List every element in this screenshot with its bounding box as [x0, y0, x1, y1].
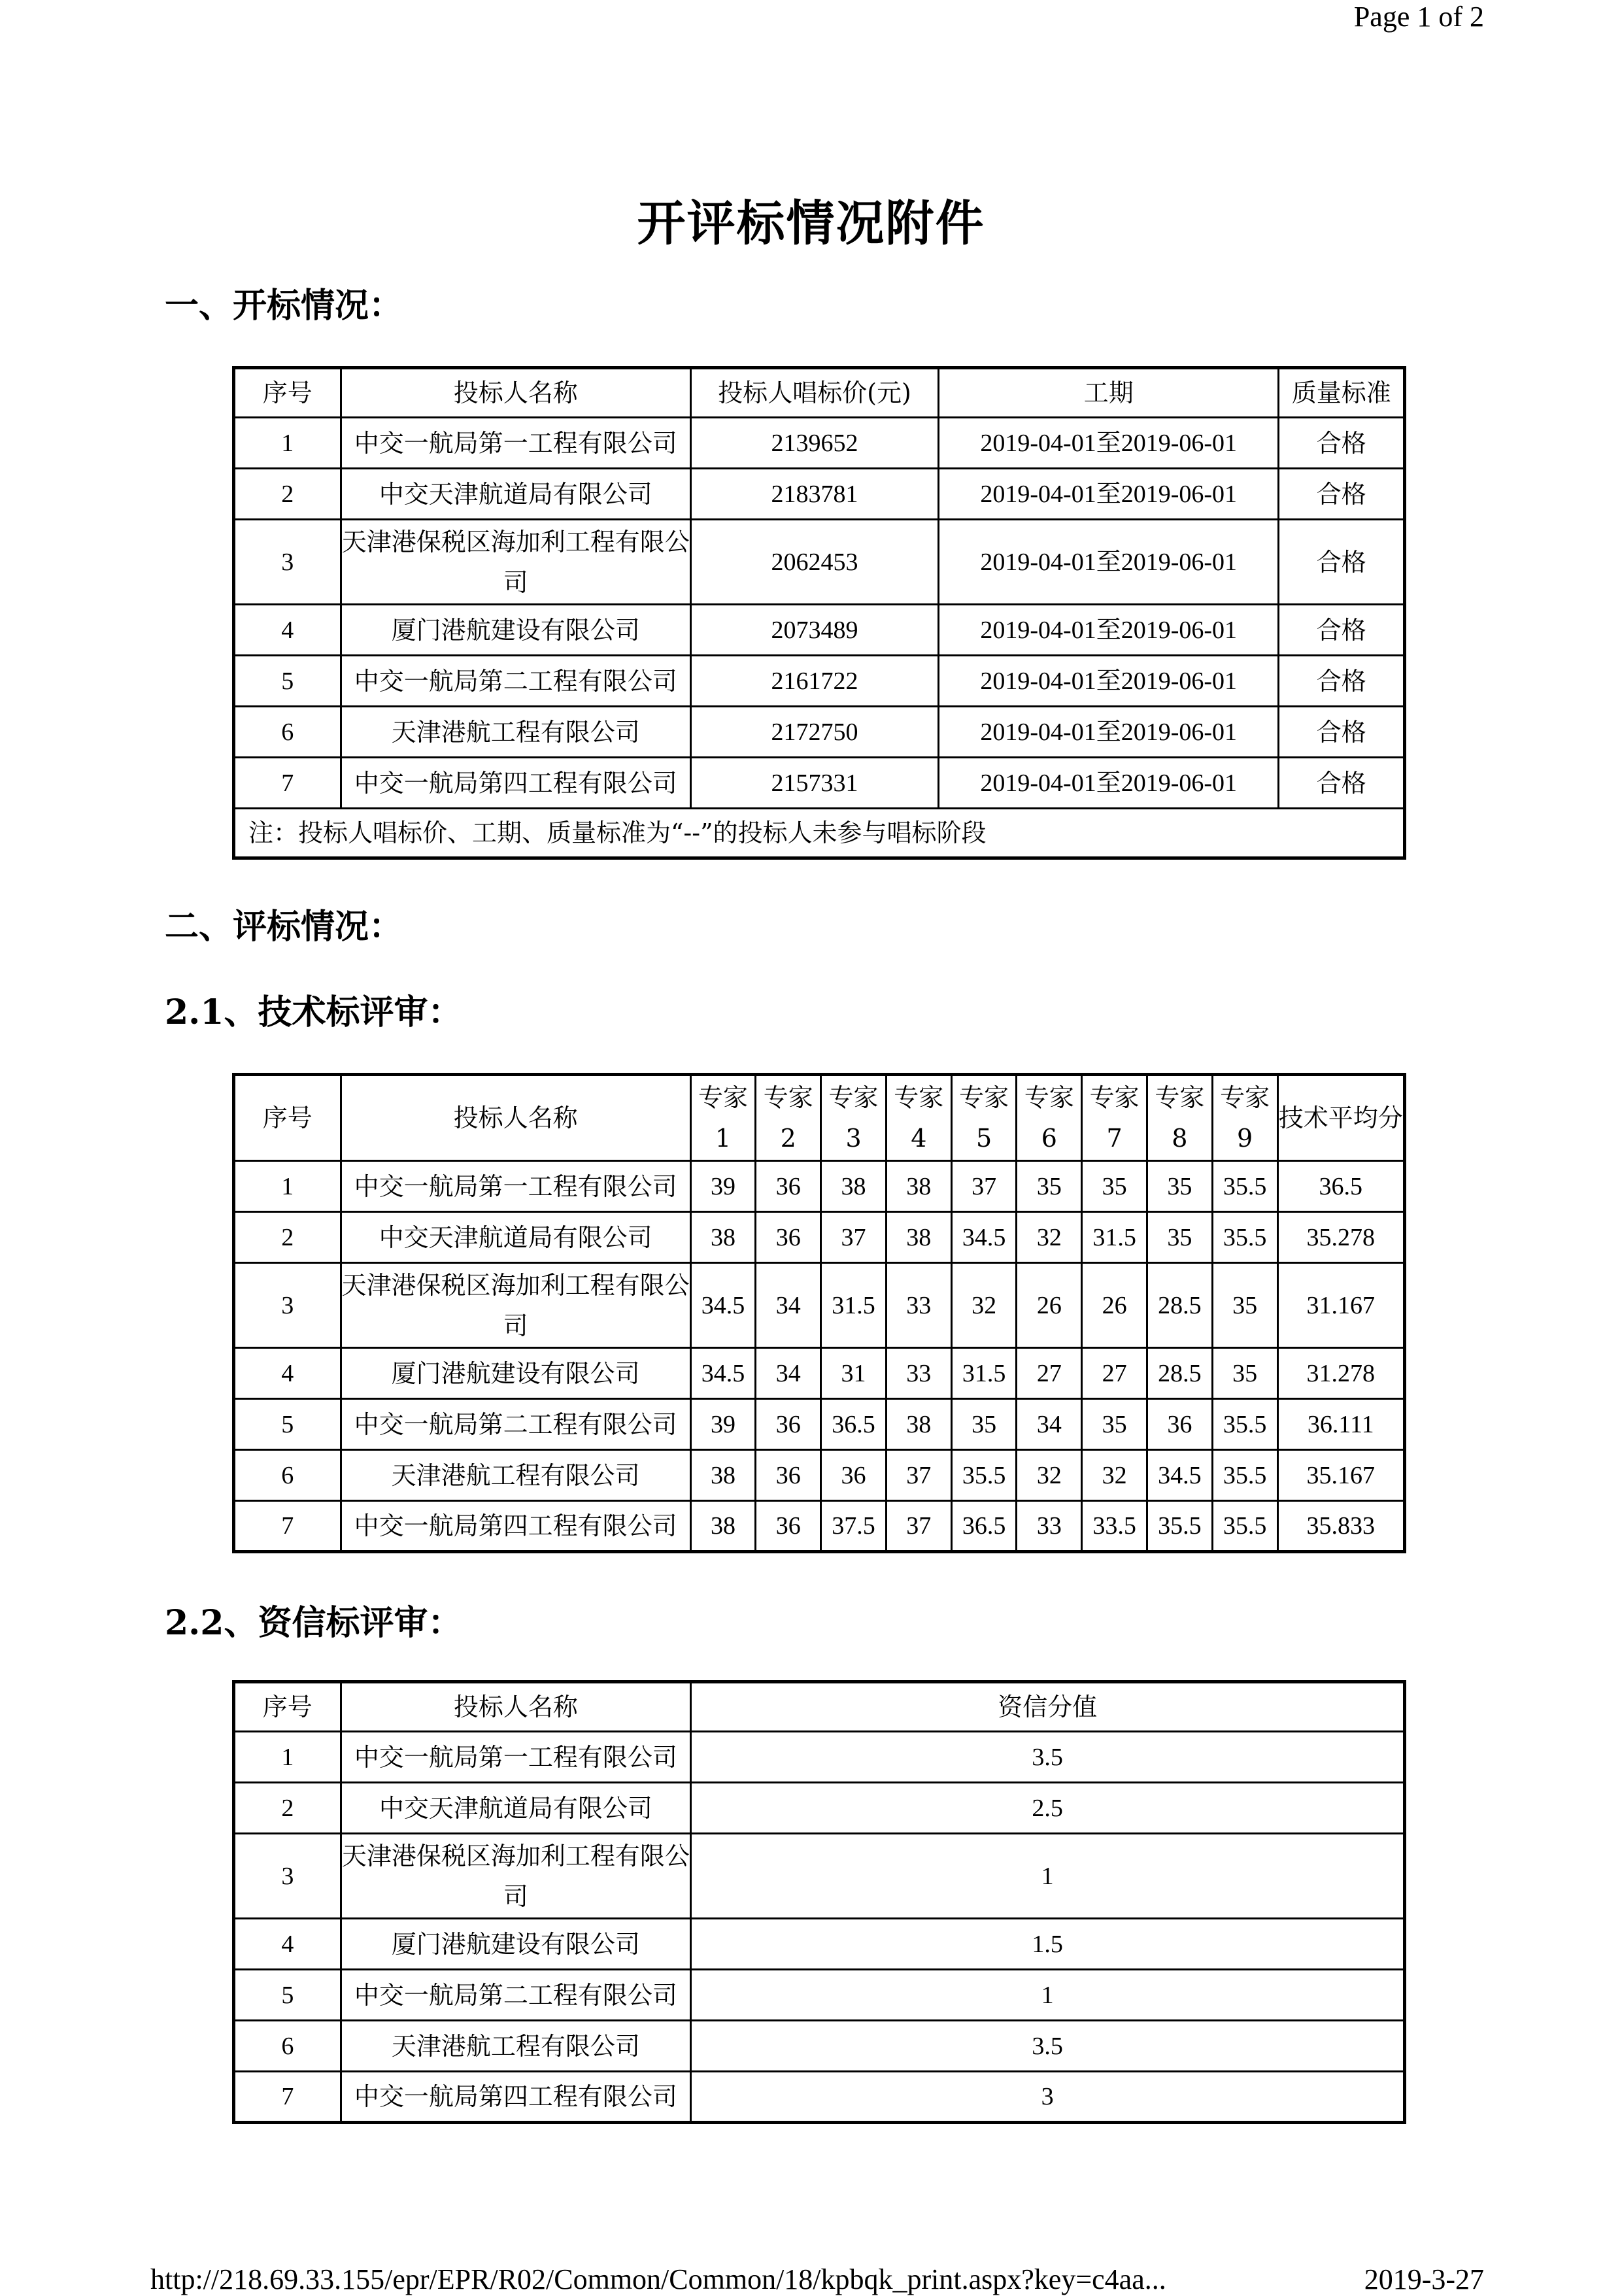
cell-expert-score: 36: [821, 1450, 887, 1501]
cell-bidder: 厦门港航建设有限公司: [341, 605, 690, 656]
cell-expert-score: 36: [756, 1212, 821, 1263]
cell-quality: 合格: [1279, 707, 1405, 758]
cell-index: 4: [234, 1348, 341, 1399]
cell-expert-score: 31: [821, 1348, 887, 1399]
cell-expert-score: 34.5: [951, 1212, 1017, 1263]
cell-expert-score: 38: [690, 1450, 756, 1501]
page-title: 开评标情况附件: [637, 195, 985, 252]
table-row: [234, 1783, 1405, 1834]
cell-index: 3: [234, 1834, 341, 1919]
cell-expert-score: 38: [886, 1399, 951, 1450]
cell-index: 5: [234, 656, 341, 707]
cell-bidder: 中交天津航道局有限公司: [341, 469, 690, 520]
note-row: [234, 809, 1405, 858]
cell-bidder: 天津港航工程有限公司: [341, 707, 690, 758]
cell-expert-score: 34: [756, 1263, 821, 1348]
col-header-expert-7: 专家7: [1082, 1075, 1147, 1161]
cell-expert-score: 32: [1017, 1212, 1082, 1263]
cell-expert-score: 35: [1082, 1161, 1147, 1212]
cell-bidder: 中交一航局第一工程有限公司: [341, 1161, 690, 1212]
cell-bid-price: 2073489: [691, 605, 939, 656]
table-row: [234, 1501, 1405, 1552]
col-header-expert-2: 专家2: [756, 1075, 821, 1161]
cell-expert-score: 33: [1017, 1501, 1082, 1552]
col-header-period: 工期: [939, 368, 1279, 418]
cell-expert-score: 34.5: [690, 1348, 756, 1399]
cell-expert-score: 31.5: [951, 1348, 1017, 1399]
cell-bidder: 中交天津航道局有限公司: [341, 1783, 691, 1834]
footer-url: http://218.69.33.155/epr/EPR/R02/Common/Common/18/kpbqk_print.aspx?key=c4aa...: [150, 2263, 1166, 2295]
cell-expert-score: 36: [1147, 1399, 1212, 1450]
cell-expert-score: 26: [1017, 1263, 1082, 1348]
cell-expert-score: 35: [1147, 1161, 1212, 1212]
cell-credit-score: 3: [691, 2072, 1405, 2123]
cell-index: 5: [234, 1399, 341, 1450]
cell-index: 6: [234, 1450, 341, 1501]
col-header-expert-1: 专家1: [690, 1075, 756, 1161]
col-header-quality: 质量标准: [1279, 368, 1405, 418]
col-header-bidder: 投标人名称: [341, 368, 690, 418]
cell-bidder: 中交一航局第四工程有限公司: [341, 2072, 691, 2123]
table-row: [234, 1919, 1405, 1970]
cell-quality: 合格: [1279, 520, 1405, 605]
cell-expert-score: 35: [1212, 1348, 1277, 1399]
table-row: [234, 520, 1405, 605]
cell-index: 7: [234, 758, 341, 809]
table-row: [234, 656, 1405, 707]
cell-quality: 合格: [1279, 758, 1405, 809]
table-row: [234, 1348, 1405, 1399]
cell-index: 4: [234, 1919, 341, 1970]
cell-expert-score: 35: [1017, 1161, 1082, 1212]
cell-bidder: 中交天津航道局有限公司: [341, 1212, 690, 1263]
table-row: [234, 1970, 1405, 2021]
col-header-tech-average: 技术平均分: [1277, 1075, 1404, 1161]
cell-expert-score: 37: [886, 1450, 951, 1501]
cell-bidder: 天津港航工程有限公司: [341, 2021, 691, 2072]
credit-review-table: [232, 1680, 1406, 2124]
cell-credit-score: 1: [691, 1834, 1405, 1919]
cell-index: 7: [234, 2072, 341, 2123]
section-heading-credit: 2.2、资信标评审：: [165, 1603, 462, 1643]
cell-bidder: 中交一航局第一工程有限公司: [341, 418, 690, 469]
cell-index: 6: [234, 707, 341, 758]
cell-expert-score: 38: [821, 1161, 887, 1212]
table-note: 注：投标人唱标价、工期、质量标准为“--”的投标人未参与唱标阶段: [234, 809, 1405, 858]
cell-expert-score: 35.5: [1212, 1450, 1277, 1501]
cell-tech-average: 35.278: [1277, 1212, 1404, 1263]
cell-expert-score: 35: [1147, 1212, 1212, 1263]
cell-tech-average: 36.5: [1277, 1161, 1404, 1212]
cell-index: 3: [234, 1263, 341, 1348]
page-indicator: Page 1 of 2: [1353, 1, 1484, 33]
cell-bidder: 中交一航局第一工程有限公司: [341, 1732, 691, 1783]
cell-credit-score: 3.5: [691, 2021, 1405, 2072]
cell-expert-score: 37: [821, 1212, 887, 1263]
section-heading-evaluation: 二、评标情况：: [165, 907, 403, 947]
cell-expert-score: 35.5: [1147, 1501, 1212, 1552]
cell-bidder: 中交一航局第二工程有限公司: [341, 1399, 690, 1450]
table-row: [234, 1732, 1405, 1783]
table-row: [234, 1212, 1405, 1263]
col-header-index: 序号: [234, 368, 341, 418]
cell-period: 2019-04-01至2019-06-01: [939, 707, 1279, 758]
col-header-index: 序号: [234, 1682, 341, 1732]
col-header-credit-score: 资信分值: [691, 1682, 1405, 1732]
cell-index: 2: [234, 1783, 341, 1834]
cell-bidder: 中交一航局第四工程有限公司: [341, 1501, 690, 1552]
cell-expert-score: 37.5: [821, 1501, 887, 1552]
cell-expert-score: 31.5: [821, 1263, 887, 1348]
table-header-row: [234, 1075, 1405, 1161]
col-header-expert-5: 专家5: [951, 1075, 1017, 1161]
table-row: [234, 469, 1405, 520]
cell-expert-score: 39: [690, 1399, 756, 1450]
cell-expert-score: 34: [756, 1348, 821, 1399]
cell-expert-score: 28.5: [1147, 1263, 1212, 1348]
cell-expert-score: 37: [886, 1501, 951, 1552]
cell-expert-score: 32: [1017, 1450, 1082, 1501]
cell-expert-score: 36: [756, 1399, 821, 1450]
cell-index: 2: [234, 469, 341, 520]
cell-expert-score: 38: [886, 1212, 951, 1263]
cell-bid-price: 2183781: [691, 469, 939, 520]
cell-expert-score: 27: [1017, 1348, 1082, 1399]
cell-expert-score: 36: [756, 1161, 821, 1212]
section-heading-bid-opening: 一、开标情况：: [165, 286, 403, 326]
table-row: [234, 1263, 1405, 1348]
cell-bidder: 中交一航局第二工程有限公司: [341, 1970, 691, 2021]
cell-index: 2: [234, 1212, 341, 1263]
cell-bidder: 天津港航工程有限公司: [341, 1450, 690, 1501]
cell-index: 1: [234, 418, 341, 469]
cell-index: 4: [234, 605, 341, 656]
cell-quality: 合格: [1279, 469, 1405, 520]
cell-bidder: 天津港保税区海加利工程有限公司: [341, 520, 690, 605]
cell-expert-score: 35: [951, 1399, 1017, 1450]
cell-expert-score: 36.5: [951, 1501, 1017, 1552]
cell-expert-score: 35.5: [1212, 1501, 1277, 1552]
table-row: [234, 2072, 1405, 2123]
cell-bid-price: 2161722: [691, 656, 939, 707]
cell-expert-score: 34.5: [690, 1263, 756, 1348]
cell-expert-score: 38: [690, 1212, 756, 1263]
table-row: [234, 1399, 1405, 1450]
cell-period: 2019-04-01至2019-06-01: [939, 656, 1279, 707]
cell-bidder: 中交一航局第四工程有限公司: [341, 758, 690, 809]
table-row: [234, 605, 1405, 656]
cell-bid-price: 2172750: [691, 707, 939, 758]
cell-period: 2019-04-01至2019-06-01: [939, 605, 1279, 656]
cell-index: 7: [234, 1501, 341, 1552]
table-row: [234, 1834, 1405, 1919]
cell-expert-score: 39: [690, 1161, 756, 1212]
cell-expert-score: 35: [1082, 1399, 1147, 1450]
cell-period: 2019-04-01至2019-06-01: [939, 520, 1279, 605]
cell-expert-score: 33: [886, 1348, 951, 1399]
cell-expert-score: 36.5: [821, 1399, 887, 1450]
cell-expert-score: 34.5: [1147, 1450, 1212, 1501]
cell-tech-average: 35.833: [1277, 1501, 1404, 1552]
cell-bid-price: 2157331: [691, 758, 939, 809]
table-row: [234, 1450, 1405, 1501]
col-header-expert-4: 专家4: [886, 1075, 951, 1161]
cell-expert-score: 35.5: [1212, 1161, 1277, 1212]
col-header-index: 序号: [234, 1075, 341, 1161]
cell-period: 2019-04-01至2019-06-01: [939, 469, 1279, 520]
cell-bid-price: 2139652: [691, 418, 939, 469]
cell-expert-score: 35.5: [1212, 1212, 1277, 1263]
cell-expert-score: 35.5: [1212, 1399, 1277, 1450]
cell-expert-score: 33.5: [1082, 1501, 1147, 1552]
cell-expert-score: 32: [1082, 1450, 1147, 1501]
table-row: [234, 1161, 1405, 1212]
bid-opening-table: [232, 366, 1406, 860]
cell-expert-score: 33: [886, 1263, 951, 1348]
cell-quality: 合格: [1279, 418, 1405, 469]
cell-credit-score: 3.5: [691, 1732, 1405, 1783]
technical-review-table: [232, 1073, 1406, 1553]
col-header-bid-price: 投标人唱标价(元): [691, 368, 939, 418]
cell-bidder: 天津港保税区海加利工程有限公司: [341, 1834, 691, 1919]
cell-expert-score: 26: [1082, 1263, 1147, 1348]
cell-bidder: 天津港保税区海加利工程有限公司: [341, 1263, 690, 1348]
table-row: [234, 707, 1405, 758]
cell-expert-score: 35: [1212, 1263, 1277, 1348]
cell-index: 3: [234, 520, 341, 605]
table-row: [234, 758, 1405, 809]
cell-index: 1: [234, 1732, 341, 1783]
cell-credit-score: 2.5: [691, 1783, 1405, 1834]
cell-tech-average: 36.111: [1277, 1399, 1404, 1450]
col-header-expert-9: 专家9: [1212, 1075, 1277, 1161]
cell-credit-score: 1: [691, 1970, 1405, 2021]
cell-expert-score: 27: [1082, 1348, 1147, 1399]
cell-expert-score: 38: [886, 1161, 951, 1212]
cell-period: 2019-04-01至2019-06-01: [939, 758, 1279, 809]
col-header-bidder: 投标人名称: [341, 1682, 691, 1732]
col-header-expert-8: 专家8: [1147, 1075, 1212, 1161]
table-header-row: [234, 368, 1405, 418]
cell-index: 5: [234, 1970, 341, 2021]
footer-date: 2019-3-27: [1364, 2263, 1484, 2295]
cell-expert-score: 36: [756, 1450, 821, 1501]
table-row: [234, 2021, 1405, 2072]
cell-tech-average: 35.167: [1277, 1450, 1404, 1501]
cell-period: 2019-04-01至2019-06-01: [939, 418, 1279, 469]
section-heading-technical: 2.1、技术标评审：: [165, 992, 462, 1032]
col-header-expert-6: 专家6: [1017, 1075, 1082, 1161]
table-row: [234, 418, 1405, 469]
cell-credit-score: 1.5: [691, 1919, 1405, 1970]
cell-bidder: 厦门港航建设有限公司: [341, 1348, 690, 1399]
cell-expert-score: 36: [756, 1501, 821, 1552]
cell-expert-score: 35.5: [951, 1450, 1017, 1501]
col-header-bidder: 投标人名称: [341, 1075, 690, 1161]
cell-expert-score: 31.5: [1082, 1212, 1147, 1263]
cell-bidder: 厦门港航建设有限公司: [341, 1919, 691, 1970]
cell-tech-average: 31.278: [1277, 1348, 1404, 1399]
cell-expert-score: 37: [951, 1161, 1017, 1212]
cell-quality: 合格: [1279, 656, 1405, 707]
cell-bid-price: 2062453: [691, 520, 939, 605]
cell-expert-score: 38: [690, 1501, 756, 1552]
col-header-expert-3: 专家3: [821, 1075, 887, 1161]
cell-expert-score: 34: [1017, 1399, 1082, 1450]
cell-expert-score: 32: [951, 1263, 1017, 1348]
cell-index: 6: [234, 2021, 341, 2072]
cell-bidder: 中交一航局第二工程有限公司: [341, 656, 690, 707]
cell-tech-average: 31.167: [1277, 1263, 1404, 1348]
cell-quality: 合格: [1279, 605, 1405, 656]
table-header-row: [234, 1682, 1405, 1732]
cell-index: 1: [234, 1161, 341, 1212]
cell-expert-score: 28.5: [1147, 1348, 1212, 1399]
